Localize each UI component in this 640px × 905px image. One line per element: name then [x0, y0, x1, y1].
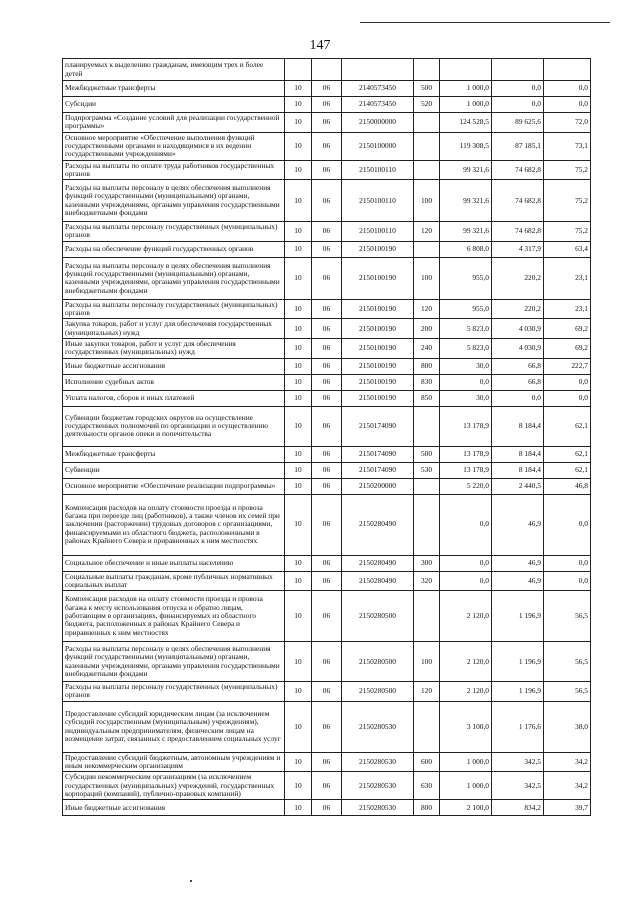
section-code-cell: 10: [285, 222, 312, 242]
percent-cell: 72,0: [544, 113, 591, 133]
target-article-cell: 2150200000: [342, 478, 414, 494]
subsection-code-cell: 06: [312, 682, 342, 702]
section-code-cell: 10: [285, 682, 312, 702]
percent-cell: 34,2: [544, 772, 591, 800]
target-article-cell: 2150280530: [342, 800, 414, 816]
subsection-code-cell: 06: [312, 406, 342, 446]
subsection-code-cell: 06: [312, 446, 342, 462]
table-row: [63, 682, 591, 702]
expense-type-cell: [414, 113, 440, 133]
plan-amount-cell: 13 178,9: [440, 406, 492, 446]
percent-cell: 23,1: [544, 299, 591, 319]
target-article-cell: 2150280500: [342, 682, 414, 702]
section-code-cell: 10: [285, 701, 312, 752]
target-article-cell: 2150280530: [342, 701, 414, 752]
expense-type-cell: 500: [414, 81, 440, 97]
expense-type-cell: [414, 132, 440, 160]
table-row: [63, 180, 591, 222]
row-name-cell: Компенсация расходов на оплату стоимости проезда и провоза багажа к месту использования отпуска и обратно лицам, работающим в организациях, финансируемых из областного бюджета, расположенных в районах Крайнего Севера и приравненных к ним местностях: [63, 591, 285, 642]
plan-amount-cell: 1 000,0: [440, 772, 492, 800]
row-name-cell: Подпрограмма «Создание условий для реализации государственной программы»: [63, 113, 285, 133]
table-row: [63, 571, 591, 591]
actual-amount-cell: 74 682,8: [492, 160, 544, 180]
percent-cell: 63,4: [544, 241, 591, 257]
subsection-code-cell: 06: [312, 800, 342, 816]
percent-cell: 0,0: [544, 571, 591, 591]
table-row: [63, 222, 591, 242]
plan-amount-cell: 13 178,9: [440, 446, 492, 462]
plan-amount-cell: 2 120,0: [440, 642, 492, 682]
expense-type-cell: 120: [414, 682, 440, 702]
expense-type-cell: 100: [414, 180, 440, 222]
plan-amount-cell: 5 823,0: [440, 338, 492, 358]
section-code-cell: 10: [285, 374, 312, 390]
table-body: [63, 59, 591, 816]
section-code-cell: 10: [285, 160, 312, 180]
section-code-cell: 10: [285, 591, 312, 642]
table-row: [63, 59, 591, 81]
target-article-cell: 2150280500: [342, 642, 414, 682]
percent-cell: 23,1: [544, 257, 591, 299]
percent-cell: 0,0: [544, 555, 591, 571]
table-row: [63, 97, 591, 113]
table-row: [63, 642, 591, 682]
row-name-cell: Расходы на выплаты персоналу в целях обеспечения выполнения функций государственными (муниципальными) органами, казенными учреждениями, органами управления государственными внебюджетными фондами: [63, 257, 285, 299]
row-name-cell: Исполнение судебных актов: [63, 374, 285, 390]
actual-amount-cell: 0,0: [492, 390, 544, 406]
subsection-code-cell: 06: [312, 338, 342, 358]
percent-cell: 0,0: [544, 97, 591, 113]
subsection-code-cell: [312, 59, 342, 81]
table-row: [63, 390, 591, 406]
table-row: [63, 132, 591, 160]
section-code-cell: 10: [285, 752, 312, 772]
target-article-cell: 2150100190: [342, 338, 414, 358]
table-row: [63, 358, 591, 374]
row-name-cell: Закупка товаров, работ и услуг для обеспечения государственных (муниципальных) нужд: [63, 319, 285, 339]
actual-amount-cell: 0,0: [492, 97, 544, 113]
expense-type-cell: 600: [414, 752, 440, 772]
section-code-cell: 10: [285, 132, 312, 160]
expense-type-cell: [414, 406, 440, 446]
percent-cell: 62,1: [544, 406, 591, 446]
percent-cell: 0,0: [544, 494, 591, 555]
percent-cell: 73,1: [544, 132, 591, 160]
table-row: [63, 772, 591, 800]
target-article-cell: 2150100190: [342, 257, 414, 299]
subsection-code-cell: 06: [312, 390, 342, 406]
percent-cell: 75,2: [544, 160, 591, 180]
expense-type-cell: [414, 478, 440, 494]
expense-type-cell: 200: [414, 319, 440, 339]
target-article-cell: 2150100110: [342, 160, 414, 180]
percent-cell: 62,1: [544, 446, 591, 462]
plan-amount-cell: 99 321,6: [440, 222, 492, 242]
plan-amount-cell: [440, 59, 492, 81]
section-code-cell: 10: [285, 800, 312, 816]
plan-amount-cell: 2 120,0: [440, 682, 492, 702]
subsection-code-cell: 06: [312, 571, 342, 591]
row-name-cell: Иные бюджетные ассигнования: [63, 800, 285, 816]
row-name-cell: Расходы на выплаты персоналу государственных (муниципальных) органов: [63, 299, 285, 319]
row-name-cell: Иные закупки товаров, работ и услуг для обеспечения государственных (муниципальных) нужд: [63, 338, 285, 358]
percent-cell: 56,5: [544, 682, 591, 702]
plan-amount-cell: 13 178,9: [440, 462, 492, 478]
plan-amount-cell: 955,0: [440, 299, 492, 319]
scan-speck: [190, 880, 192, 882]
row-name-cell: Социальные выплаты гражданам, кроме публичных нормативных социальных выплат: [63, 571, 285, 591]
expense-type-cell: 500: [414, 446, 440, 462]
subsection-code-cell: 06: [312, 319, 342, 339]
percent-cell: 46,8: [544, 478, 591, 494]
target-article-cell: 2140573450: [342, 81, 414, 97]
expense-type-cell: [414, 59, 440, 81]
actual-amount-cell: 834,2: [492, 800, 544, 816]
subsection-code-cell: 06: [312, 494, 342, 555]
subsection-code-cell: 06: [312, 701, 342, 752]
section-code-cell: 10: [285, 113, 312, 133]
actual-amount-cell: 4 030,9: [492, 338, 544, 358]
table-row: [63, 701, 591, 752]
plan-amount-cell: 1 000,0: [440, 97, 492, 113]
table-row: [63, 374, 591, 390]
row-name-cell: Межбюджетные трансферты: [63, 81, 285, 97]
actual-amount-cell: 4 030,9: [492, 319, 544, 339]
section-code-cell: 10: [285, 338, 312, 358]
target-article-cell: 2150174090: [342, 462, 414, 478]
target-article-cell: 2150100110: [342, 180, 414, 222]
row-name-cell: Основное мероприятие «Обеспечение выполнения функций государственными органами и находящимися в их ведении государственными учреждениями»: [63, 132, 285, 160]
top-rule: [360, 22, 610, 23]
actual-amount-cell: 46,9: [492, 571, 544, 591]
row-name-cell: Расходы на выплаты по оплате труда работников государственных органов: [63, 160, 285, 180]
expense-type-cell: 830: [414, 374, 440, 390]
actual-amount-cell: [492, 59, 544, 81]
target-article-cell: 2140573450: [342, 97, 414, 113]
expense-type-cell: 120: [414, 299, 440, 319]
table-row: [63, 299, 591, 319]
plan-amount-cell: 1 000,0: [440, 752, 492, 772]
percent-cell: 75,2: [544, 180, 591, 222]
actual-amount-cell: 66,8: [492, 374, 544, 390]
section-code-cell: 10: [285, 642, 312, 682]
row-name-cell: Расходы на выплаты персоналу в целях обеспечения выполнения функций государственными (муниципальными) органами, казенными учреждениями, органами управления государственными внебюджетными фондами: [63, 642, 285, 682]
page-number: 147: [309, 38, 331, 53]
table-row: [63, 160, 591, 180]
table-row: [63, 555, 591, 571]
plan-amount-cell: 1 000,0: [440, 81, 492, 97]
table-row: [63, 81, 591, 97]
budget-table: [62, 58, 591, 816]
table-row: [63, 752, 591, 772]
percent-cell: 34,2: [544, 752, 591, 772]
subsection-code-cell: 06: [312, 358, 342, 374]
actual-amount-cell: 220,2: [492, 257, 544, 299]
plan-amount-cell: 124 528,5: [440, 113, 492, 133]
row-name-cell: Расходы на выплаты персоналу государственных (муниципальных) органов: [63, 682, 285, 702]
section-code-cell: 10: [285, 406, 312, 446]
subsection-code-cell: 06: [312, 81, 342, 97]
target-article-cell: 2150100190: [342, 358, 414, 374]
expense-type-cell: 100: [414, 642, 440, 682]
row-name-cell: Расходы на выплаты персоналу государственных (муниципальных) органов: [63, 222, 285, 242]
percent-cell: 56,5: [544, 591, 591, 642]
actual-amount-cell: 87 185,1: [492, 132, 544, 160]
table-row: [63, 446, 591, 462]
row-name-cell: Субсидии некоммерческим организациям (за исключением государственных (муниципальных) учреждений, государственных корпораций (компаний), публично-правовых компаний): [63, 772, 285, 800]
actual-amount-cell: 74 682,8: [492, 180, 544, 222]
actual-amount-cell: 74 682,8: [492, 222, 544, 242]
actual-amount-cell: 89 625,6: [492, 113, 544, 133]
plan-amount-cell: 30,0: [440, 390, 492, 406]
expense-type-cell: 800: [414, 800, 440, 816]
subsection-code-cell: 06: [312, 752, 342, 772]
target-article-cell: 2150280530: [342, 772, 414, 800]
expense-type-cell: 530: [414, 462, 440, 478]
actual-amount-cell: 342,5: [492, 772, 544, 800]
row-name-cell: Предоставление субсидий юридическим лицам (за исключением субсидий государственным (муниципальным) учреждениям), индивидуальным предпринимателям, физическим лицам на возмещение затрат, связанных с предоставлением социальных услуг: [63, 701, 285, 752]
target-article-cell: 2150100190: [342, 390, 414, 406]
expense-type-cell: [414, 241, 440, 257]
percent-cell: 69,2: [544, 319, 591, 339]
section-code-cell: 10: [285, 257, 312, 299]
target-article-cell: 2150280490: [342, 494, 414, 555]
subsection-code-cell: 06: [312, 160, 342, 180]
target-article-cell: 2150100190: [342, 241, 414, 257]
row-name-cell: Основное мероприятие «Обеспечение реализации подпрограммы»: [63, 478, 285, 494]
subsection-code-cell: 06: [312, 462, 342, 478]
target-article-cell: 2150100000: [342, 132, 414, 160]
plan-amount-cell: 955,0: [440, 257, 492, 299]
table-row: [63, 478, 591, 494]
table-row: [63, 591, 591, 642]
actual-amount-cell: 0,0: [492, 81, 544, 97]
target-article-cell: 2150100110: [342, 222, 414, 242]
plan-amount-cell: 0,0: [440, 555, 492, 571]
subsection-code-cell: 06: [312, 257, 342, 299]
row-name-cell: Межбюджетные трансферты: [63, 446, 285, 462]
percent-cell: 222,7: [544, 358, 591, 374]
target-article-cell: 2150174090: [342, 446, 414, 462]
subsection-code-cell: 06: [312, 555, 342, 571]
row-name-cell: Расходы на обеспечение функций государственных органов: [63, 241, 285, 257]
table-row: [63, 241, 591, 257]
row-name-cell: Расходы на выплаты персоналу в целях обеспечения выполнения функций государственными (муниципальными) органами, казенными учреждениями, органами управления государственными внебюджетными фондами: [63, 180, 285, 222]
row-name-cell: Предоставление субсидий бюджетным, автономным учреждениям и иным некоммерческим организациям: [63, 752, 285, 772]
plan-amount-cell: 5 823,0: [440, 319, 492, 339]
percent-cell: 39,7: [544, 800, 591, 816]
table-row: [63, 406, 591, 446]
section-code-cell: 10: [285, 180, 312, 222]
section-code-cell: [285, 59, 312, 81]
row-name-cell: Субсидии: [63, 97, 285, 113]
actual-amount-cell: 1 176,6: [492, 701, 544, 752]
plan-amount-cell: 2 100,0: [440, 800, 492, 816]
section-code-cell: 10: [285, 446, 312, 462]
target-article-cell: 2150000000: [342, 113, 414, 133]
subsection-code-cell: 06: [312, 241, 342, 257]
section-code-cell: 10: [285, 241, 312, 257]
section-code-cell: 10: [285, 772, 312, 800]
percent-cell: 56,5: [544, 642, 591, 682]
expense-type-cell: 240: [414, 338, 440, 358]
expense-type-cell: [414, 591, 440, 642]
actual-amount-cell: 342,5: [492, 752, 544, 772]
table-row: [63, 800, 591, 816]
subsection-code-cell: 06: [312, 222, 342, 242]
subsection-code-cell: 06: [312, 478, 342, 494]
section-code-cell: 10: [285, 97, 312, 113]
actual-amount-cell: 66,8: [492, 358, 544, 374]
target-article-cell: 2150280490: [342, 571, 414, 591]
plan-amount-cell: 99 321,6: [440, 160, 492, 180]
subsection-code-cell: 06: [312, 97, 342, 113]
section-code-cell: 10: [285, 478, 312, 494]
subsection-code-cell: 06: [312, 299, 342, 319]
plan-amount-cell: 3 100,0: [440, 701, 492, 752]
plan-amount-cell: 0,0: [440, 571, 492, 591]
expense-type-cell: [414, 701, 440, 752]
percent-cell: 0,0: [544, 374, 591, 390]
table-row: [63, 338, 591, 358]
actual-amount-cell: 8 184,4: [492, 462, 544, 478]
subsection-code-cell: 06: [312, 132, 342, 160]
percent-cell: 0,0: [544, 390, 591, 406]
percent-cell: 0,0: [544, 81, 591, 97]
actual-amount-cell: 8 184,4: [492, 406, 544, 446]
table-row: [63, 257, 591, 299]
row-name-cell: Уплата налогов, сборов и иных платежей: [63, 390, 285, 406]
percent-cell: 69,2: [544, 338, 591, 358]
row-name-cell: Компенсация расходов на оплату стоимости проезда и провоза багажа при переезде лиц (работников), а также членов их семей при заключении (расторжении) трудовых договоров с организациями, финансируемыми из областного бюджета, расположенными в районах Крайнего Севера и приравненных к ним местностях: [63, 494, 285, 555]
actual-amount-cell: 46,9: [492, 494, 544, 555]
expense-type-cell: 520: [414, 97, 440, 113]
target-article-cell: 2150100190: [342, 319, 414, 339]
section-code-cell: 10: [285, 81, 312, 97]
expense-type-cell: 630: [414, 772, 440, 800]
section-code-cell: 10: [285, 494, 312, 555]
plan-amount-cell: 99 321,6: [440, 180, 492, 222]
target-article-cell: 2150100190: [342, 299, 414, 319]
row-name-cell: Социальное обеспечение и иные выплаты населению: [63, 555, 285, 571]
subsection-code-cell: 06: [312, 772, 342, 800]
section-code-cell: 10: [285, 555, 312, 571]
expense-type-cell: [414, 160, 440, 180]
table-row: [63, 462, 591, 478]
section-code-cell: 10: [285, 358, 312, 374]
subsection-code-cell: 06: [312, 113, 342, 133]
row-name-cell: Иные бюджетные ассигнования: [63, 358, 285, 374]
plan-amount-cell: 30,0: [440, 358, 492, 374]
section-code-cell: 10: [285, 319, 312, 339]
percent-cell: 38,0: [544, 701, 591, 752]
subsection-code-cell: 06: [312, 180, 342, 222]
actual-amount-cell: 2 440,5: [492, 478, 544, 494]
plan-amount-cell: 2 120,0: [440, 591, 492, 642]
plan-amount-cell: 5 220,0: [440, 478, 492, 494]
subsection-code-cell: 06: [312, 642, 342, 682]
expense-type-cell: 120: [414, 222, 440, 242]
table-row: [63, 113, 591, 133]
percent-cell: 62,1: [544, 462, 591, 478]
expense-type-cell: 850: [414, 390, 440, 406]
row-name-cell: Субвенции: [63, 462, 285, 478]
actual-amount-cell: 220,2: [492, 299, 544, 319]
target-article-cell: 2150280500: [342, 591, 414, 642]
plan-amount-cell: 0,0: [440, 374, 492, 390]
section-code-cell: 10: [285, 390, 312, 406]
section-code-cell: 10: [285, 299, 312, 319]
subsection-code-cell: 06: [312, 591, 342, 642]
section-code-cell: 10: [285, 462, 312, 478]
section-code-cell: 10: [285, 571, 312, 591]
row-name-cell: планируемых к выделению гражданам, имеющим трех и более детей: [63, 59, 285, 81]
target-article-cell: 2150100190: [342, 374, 414, 390]
table-row: [63, 494, 591, 555]
subsection-code-cell: 06: [312, 374, 342, 390]
actual-amount-cell: 1 196,9: [492, 642, 544, 682]
expense-type-cell: 300: [414, 555, 440, 571]
plan-amount-cell: 6 808,0: [440, 241, 492, 257]
target-article-cell: 2150280530: [342, 752, 414, 772]
actual-amount-cell: 46,9: [492, 555, 544, 571]
target-article-cell: [342, 59, 414, 81]
row-name-cell: Субвенции бюджетам городских округов на осуществление государственных полномочий по организации и осуществлению деятельности органов опеки и попечительства: [63, 406, 285, 446]
actual-amount-cell: 1 196,9: [492, 591, 544, 642]
actual-amount-cell: 1 196,9: [492, 682, 544, 702]
expense-type-cell: 320: [414, 571, 440, 591]
plan-amount-cell: 119 308,5: [440, 132, 492, 160]
expense-type-cell: 100: [414, 257, 440, 299]
expense-type-cell: [414, 494, 440, 555]
percent-cell: [544, 59, 591, 81]
expense-type-cell: 800: [414, 358, 440, 374]
target-article-cell: 2150280490: [342, 555, 414, 571]
actual-amount-cell: 8 184,4: [492, 446, 544, 462]
plan-amount-cell: 0,0: [440, 494, 492, 555]
target-article-cell: 2150174090: [342, 406, 414, 446]
table-row: [63, 319, 591, 339]
actual-amount-cell: 4 317,9: [492, 241, 544, 257]
percent-cell: 75,2: [544, 222, 591, 242]
